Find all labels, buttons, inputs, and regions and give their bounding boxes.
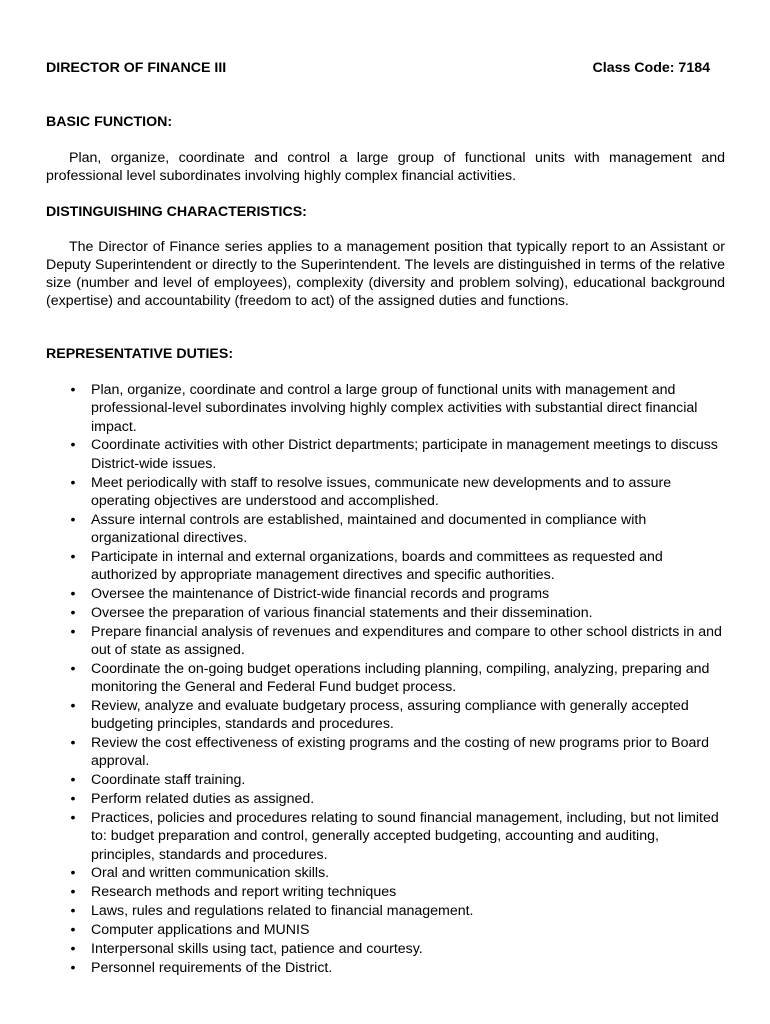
bullet-icon: • — [70, 903, 76, 920]
bullet-icon: • — [70, 772, 76, 789]
list-item — [46, 734, 726, 771]
list-item — [46, 585, 726, 603]
list-item — [46, 883, 726, 901]
bullet-icon: • — [70, 809, 76, 826]
list-item-text: Assure internal controls are established, maintained and documented in compliance with organizational directives. — [91, 511, 647, 547]
distinguishing-heading: DISTINGUISHING CHARACTERISTICS: — [46, 204, 307, 220]
list-item — [46, 940, 726, 958]
list-item-text: Coordinate the on-going budget operations including planning, compiling, analyzing, preparing and monitoring the General and Federal Fund budget process. — [91, 660, 710, 696]
list-item — [46, 902, 726, 920]
list-item — [46, 660, 726, 697]
list-item-text: Perform related duties as assigned. — [91, 791, 315, 808]
list-item — [46, 381, 726, 436]
bullet-icon: • — [70, 586, 76, 602]
duties-list — [46, 381, 726, 977]
distinguishing-text: The Director of Finance series applies to a management position that typically report to an Assistant or Deputy Superintendent or directly to the Superintendent. The levels are distinguished in terms of the relative size (number and level of employees), complexity (diversity and problem solving), educational background (expertise) and accountability (freedom to act) of the assigned duties and functions. — [46, 239, 725, 309]
bullet-icon: • — [70, 921, 76, 938]
list-item-text: Meet periodically with staff to resolve issues, communicate new developments and to assure operating objectives are understood and accomplished. — [91, 474, 672, 509]
list-item-text: Personnel requirements of the District. — [91, 959, 333, 976]
list-item-text: Oral and written communication skills. — [91, 865, 330, 882]
list-item — [46, 474, 726, 511]
list-item — [46, 790, 726, 808]
list-item-text: Research methods and report writing techniques — [91, 884, 397, 901]
bullet-icon: • — [70, 660, 76, 677]
list-item — [46, 697, 726, 734]
list-item — [46, 604, 726, 622]
list-item-text: Review the cost effectiveness of existing programs and the costing of new programs prior to Board approval. — [91, 735, 709, 770]
list-item-text: Computer applications and MUNIS — [91, 921, 310, 938]
bullet-icon: • — [70, 697, 76, 714]
list-item-text: Practices, policies and procedures relating to sound financial management, including, but not limited to: budget preparation and control, generally accepted budgeting, accounting and auditing, principles, standards and procedures. — [91, 809, 719, 863]
list-item-text: Review, analyze and evaluate budgetary process, assuring compliance with generally accepted budgeting principles, standards and procedures. — [91, 697, 689, 733]
bullet-icon: • — [70, 959, 76, 976]
bullet-icon: • — [70, 865, 76, 882]
basic-function-text: Plan, organize, coordinate and control a large group of functional units with management and professional level subordinates involving highly complex financial activities. — [46, 150, 725, 184]
bullet-icon: • — [70, 884, 76, 901]
list-item-text: Coordinate activities with other District departments; participate in management meetings to discuss District-wide issues. — [91, 437, 718, 472]
bullet-icon: • — [70, 604, 76, 621]
list-item — [46, 548, 726, 585]
list-item-text: Oversee the preparation of various financial statements and their dissemination. — [91, 604, 593, 621]
duties-heading: REPRESENTATIVE DUTIES: — [46, 346, 234, 362]
list-item — [46, 511, 726, 548]
list-item — [46, 771, 726, 789]
bullet-icon: • — [70, 474, 76, 491]
bullet-icon: • — [70, 735, 76, 752]
list-item-text: Participate in internal and external organizations, boards and committees as requested and authorized by appropriate management directives and specific authorities. — [91, 548, 663, 584]
list-item — [46, 959, 726, 977]
job-title: DIRECTOR OF FINANCE III — [46, 60, 227, 76]
list-item — [46, 436, 726, 473]
list-item-text: Interpersonal skills using tact, patience and courtesy. — [91, 940, 423, 957]
list-item — [46, 623, 726, 660]
list-item-text: Oversee the maintenance of District-wide financial records and programs — [91, 586, 550, 602]
bullet-icon: • — [70, 940, 76, 957]
list-item — [46, 921, 726, 939]
bullet-icon: • — [70, 437, 76, 454]
bullet-icon: • — [70, 623, 76, 640]
bullet-icon: • — [70, 382, 76, 398]
bullet-icon: • — [70, 511, 76, 528]
list-item-text: Coordinate staff training. — [91, 772, 246, 789]
bullet-icon: • — [70, 548, 76, 565]
list-item-text: Plan, organize, coordinate and control a large group of functional units with management and professional-level subordinates involving highly complex activities with substantial direct financial impact. — [91, 382, 698, 435]
basic-function-heading: BASIC FUNCTION: — [46, 114, 173, 130]
class-code: Class Code: 7184 — [592, 60, 710, 76]
list-item-text: Prepare financial analysis of revenues and expenditures and compare to other school districts in and out of state as assigned. — [91, 623, 722, 658]
list-item — [46, 864, 726, 882]
list-item — [46, 809, 726, 864]
bullet-icon: • — [70, 791, 76, 808]
list-item-text: Laws, rules and regulations related to financial management. — [91, 903, 474, 920]
document-header — [46, 60, 710, 80]
